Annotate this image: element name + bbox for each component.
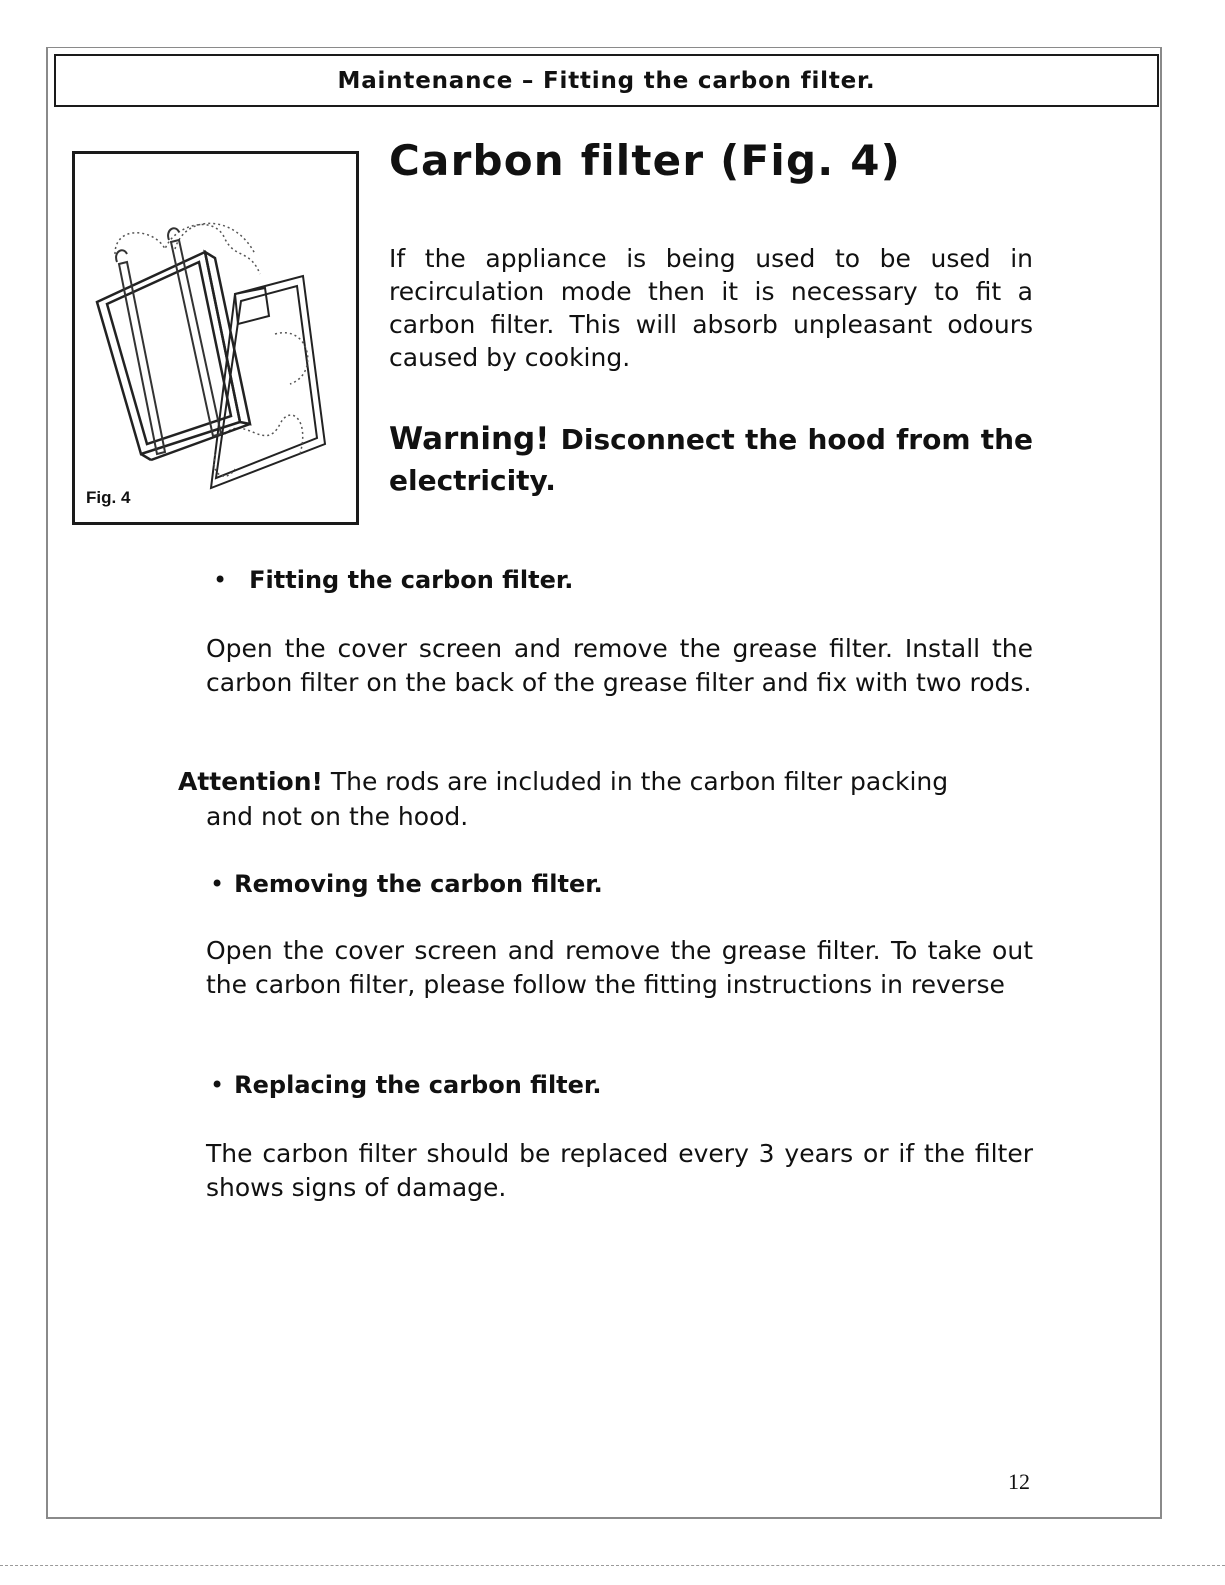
page-number: 12 xyxy=(1008,1469,1030,1494)
replacing-heading xyxy=(210,1071,601,1099)
bullet-icon: • xyxy=(210,870,225,898)
attention-line1: The rods are included in the carbon filter packing xyxy=(322,767,949,796)
attention-line2: and not on the hood. xyxy=(206,802,469,831)
bottom-divider xyxy=(0,1565,1225,1566)
section-title: Carbon filter (Fig. 4) xyxy=(389,136,902,185)
bullet-icon: • xyxy=(210,1071,225,1099)
figure-label: Fig. 4 xyxy=(86,488,131,507)
intro-paragraph: If the appliance is being used to be used in recirculation mode then it is necessary to fit a carbon filter. This will absorb unpleasant odours caused by cooking. xyxy=(389,244,1033,372)
replacing-heading-text: Replacing the carbon filter. xyxy=(234,1071,602,1099)
header-title: Maintenance – Fitting the carbon filter. xyxy=(337,67,876,94)
page-header xyxy=(54,54,1159,107)
bullet-icon: • xyxy=(213,566,228,594)
warning-text xyxy=(389,419,1033,501)
attention-lead: Attention! xyxy=(178,767,323,796)
fitting-heading xyxy=(213,566,573,594)
attention-note xyxy=(178,764,1033,834)
fitting-heading-text: Fitting the carbon filter. xyxy=(249,566,574,594)
fitting-paragraph: Open the cover screen and remove the grease filter. Install the carbon filter on the back of the grease filter and fix with two rods. xyxy=(206,634,1033,697)
carbon-filter-illustration xyxy=(75,154,356,522)
figure-4 xyxy=(72,151,359,525)
removing-paragraph: Open the cover screen and remove the grease filter. To take out the carbon filter, please follow the fitting instructions in reverse xyxy=(206,936,1033,999)
warning-lead: Warning! xyxy=(389,421,550,457)
warning-body: Disconnect the hood from the electricity. xyxy=(389,423,1034,497)
replacing-paragraph: The carbon filter should be replaced every 3 years or if the filter shows signs of damage. xyxy=(206,1139,1033,1202)
removing-heading-text: Removing the carbon filter. xyxy=(234,870,603,898)
removing-heading xyxy=(210,870,603,898)
